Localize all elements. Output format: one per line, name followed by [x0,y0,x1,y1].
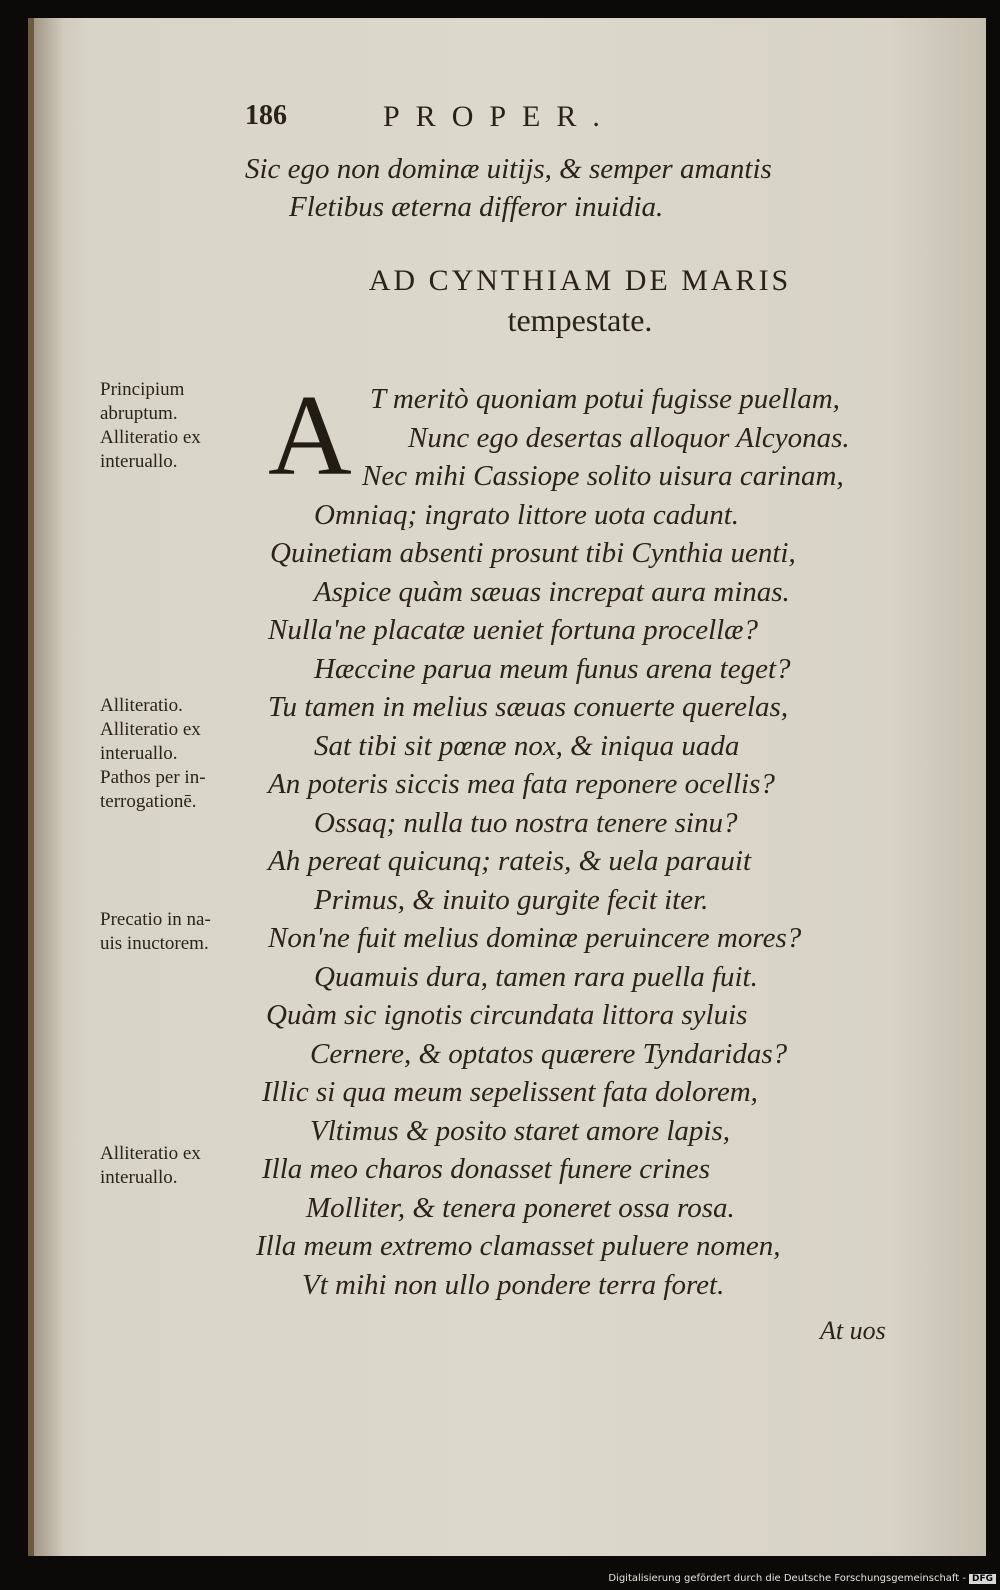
verse-line: An poteris siccis mea fata reponere ocellis? [268,768,775,800]
verse-line: Sic ego non dominæ uitijs, & semper amantis [245,153,772,185]
verse-line: Illic si qua meum sepelissent fata dolorem, [262,1076,758,1108]
catchword: At uos [820,1316,886,1345]
margin-note-line: Alliteratio. [100,695,183,716]
verse-line: Hæccine parua meum funus arena teget? [314,652,791,685]
verse-line: Quinetiam absenti prosunt tibi Cynthia uenti, [270,537,796,569]
verse-line: Illa meo charos donasset funere crines [262,1153,711,1185]
gutter-shadow [34,18,64,1556]
poem-title-line: AD CYNTHIAM DE MARIS [368,264,792,297]
verse-line: T meritò quoniam potui fugisse puellam, [370,383,840,415]
verse-line: Ossaq; nulla tuo nostra tenere sinu? [314,806,738,839]
verse-line: Molliter, & tenera poneret ossa rosa. [306,1191,735,1224]
margin-note-line: uis inuctorem. [100,933,209,954]
margin-note-line: terrogationē. [100,791,197,812]
running-header [245,100,845,140]
running-title: PROPER. [383,100,616,133]
margin-note-line: interuallo. [100,451,178,472]
verse-line: Fletibus æterna differor inuidia. [289,191,664,223]
margin-note-line: Principium [100,379,185,400]
margin-note [100,1142,270,1190]
verse-line: Quamuis dura, tamen rara puella fuit. [314,960,758,993]
margin-note-line: interuallo. [100,743,178,764]
dfg-logo: DFG [969,1574,996,1584]
verse-line: Primus, & inuito gurgite fecit iter. [314,883,709,916]
verse-line: Nunc ego desertas alloquor Alcyonas. [408,421,850,454]
margin-note-line: Alliteratio ex [100,719,201,740]
verse-line: Omniaq; ingrato littore uota cadunt. [314,498,740,531]
margin-note [100,378,270,474]
poem-title [300,262,860,340]
verse-line: Quàm sic ignotis circundata littora syluis [266,999,748,1031]
margin-note-line: interuallo. [100,1167,178,1188]
margin-note-line: Alliteratio ex [100,427,201,448]
margin-note-line: Precatio in na- [100,909,211,930]
verse-line: Non'ne fuit melius dominæ peruincere mores? [268,922,802,954]
margin-note-line: abruptum. [100,403,178,424]
verse-line: Tu tamen in melius sæuas conuerte querelas, [268,691,789,723]
margin-note-line: Pathos per in- [100,767,206,788]
margin-note-line: Alliteratio ex [100,1143,201,1164]
credit-text: Digitalisierung gefördert durch die Deutsche Forschungsgemeinschaft - [608,1573,966,1584]
verse-line: Cernere, & optatos quærere Tyndaridas? [310,1037,788,1070]
preceding-poem-ending [245,150,772,226]
margin-note [100,908,270,956]
margin-note [100,694,270,814]
verse-line: Illa meum extremo clamasset puluere nomen, [256,1230,781,1262]
digitization-credit [608,1573,996,1584]
verse-line: Ah pereat quicunq; rateis, & uela parauit [268,845,752,877]
verse-line: Vt mihi non ullo pondere terra foret. [302,1268,725,1301]
drop-initial: A [268,372,352,500]
poem-title-line: tempestate. [507,302,653,338]
verse-line: Nec mihi Cassiope solito uisura carinam, [362,460,844,492]
verse-line: Sat tibi sit pœnæ nox, & iniqua uada [314,729,740,762]
page-number: 186 [245,100,287,131]
verse-line: Aspice quàm sæuas increpat aura minas. [314,575,790,608]
verse-line: Vltimus & posito staret amore lapis, [310,1114,730,1147]
verse-line: Nulla'ne placatæ ueniet fortuna procellæ? [268,614,759,646]
